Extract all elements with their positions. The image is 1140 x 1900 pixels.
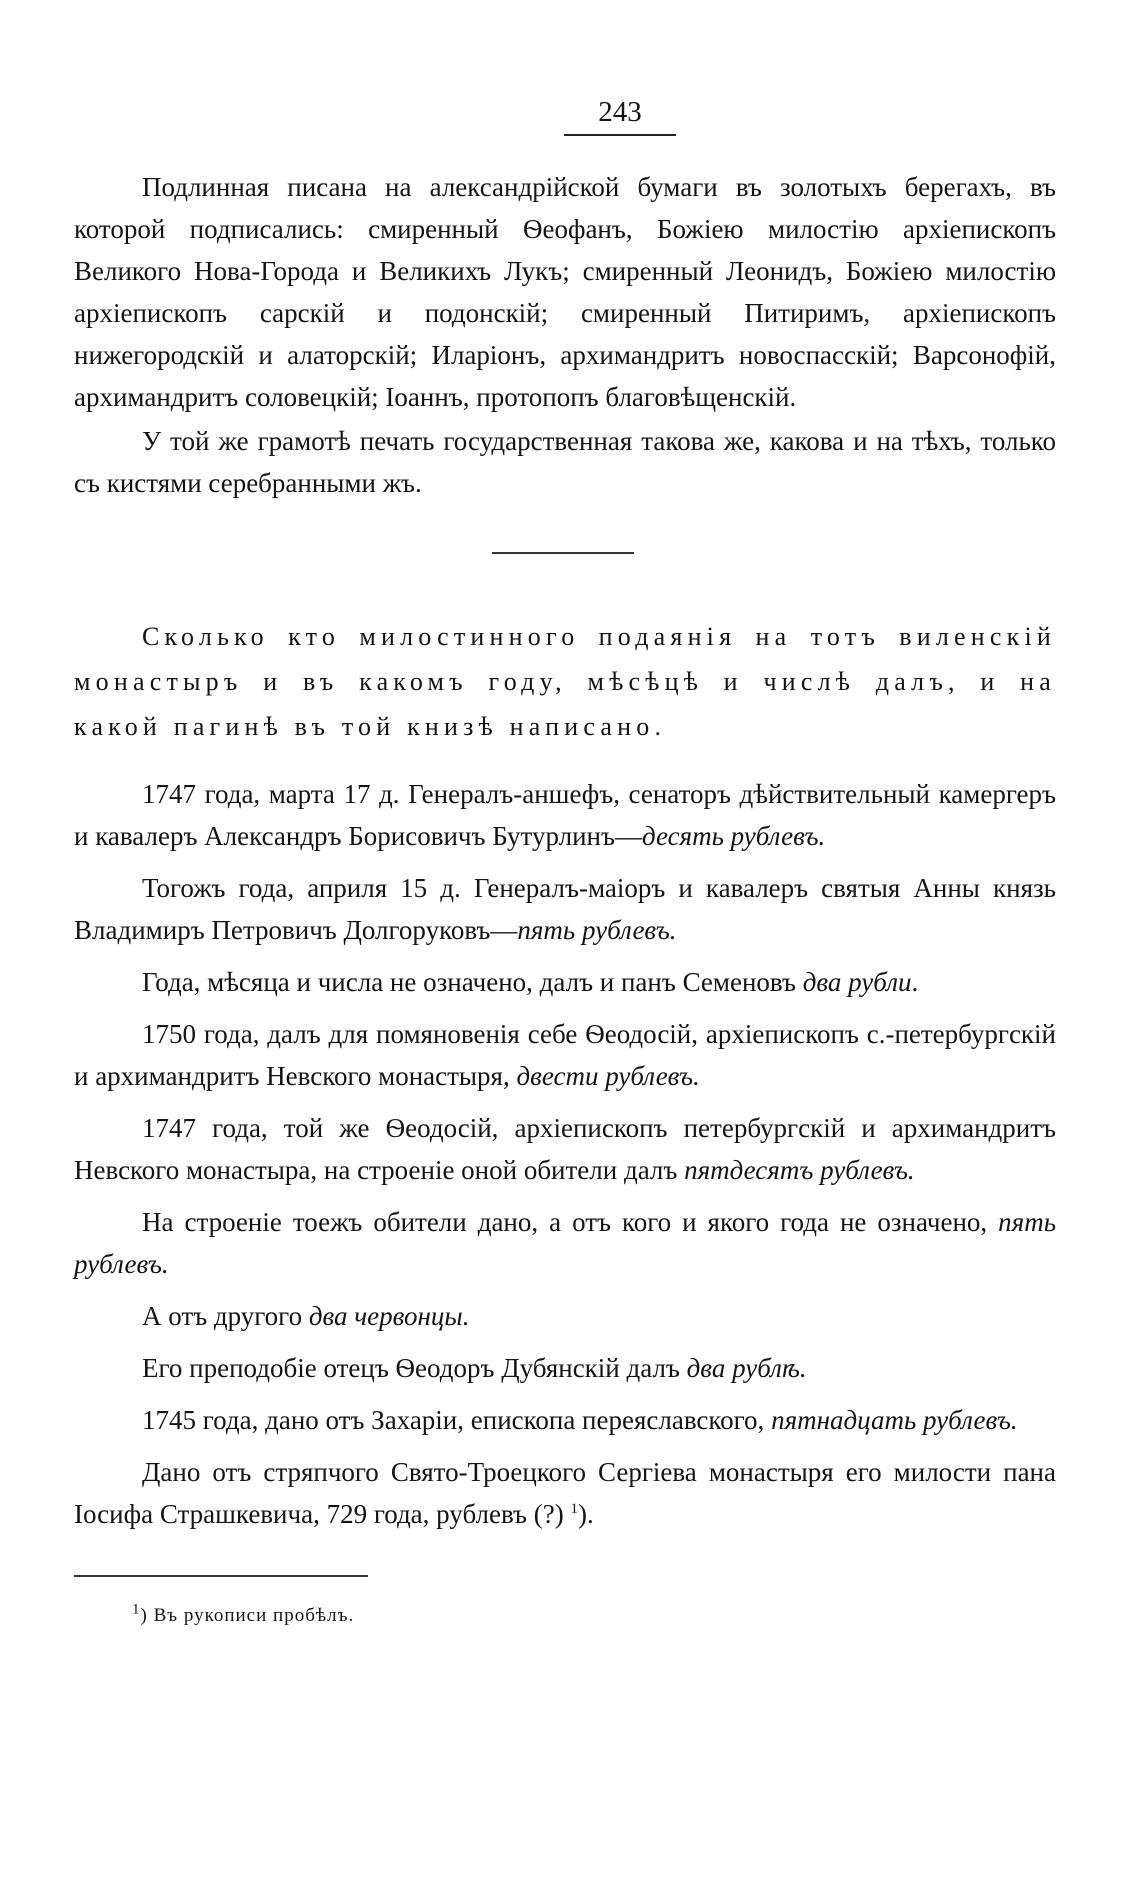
donation-entry [74,1201,1056,1285]
footnote [132,1601,1056,1631]
section-heading: Сколько кто милостинного подаянія на тотъ виленскій монастыръ и въ какомъ году, мѣсѣцѣ и числѣ далъ, и на какой пагинѣ въ той книзѣ написано. [74,622,1056,741]
paragraph-signatories: Подлинная писана на александрійской бумаги въ золотыхъ берегахъ, въ которой подписались: смиренный Ѳеофанъ, Божіею милостію архіепископъ Великого Нова-Города и Великихъ Лукъ; смиренный Леонидъ, Божіею милостію архіепископъ сарскій и подонскій; смиренный Питиримъ, архіепископъ нижегородскій и алаторскій; Иларіонъ, архимандритъ новоспасскій; Варсонофій, архимандритъ соловецкій; Іоаннъ, протопопъ благовѣщенскій. [74,172,1056,412]
entry-text: 1747 года, марта 17 д. Генералъ-аншефъ, сенаторъ дѣйствительный камергеръ и кавалеръ Александръ Борисовичъ Бутурлинъ— [74,779,1056,851]
entry-tail: . [911,967,919,997]
donation-entry [74,961,1056,1003]
entry-text: А отъ другого [142,1301,309,1331]
entry-text: Его преподобіе отецъ Ѳеодоръ Дубянскій далъ [142,1353,687,1383]
donation-entry [74,867,1056,951]
donation-entry [74,1295,1056,1337]
footnote-mark: 1 [132,1601,141,1618]
entry-amount: двести рублевъ. [516,1061,700,1091]
entry-amount: пятнадцать рублевъ. [771,1405,1018,1435]
donation-entry-last [74,1451,1056,1535]
entry-text: Дано отъ стряпчого Свято-Троецкого Сергіева монастыря его милости пана Іосифа Страшкевича, 729 года, рублевъ (?) [74,1457,1056,1529]
entry-amount: пять рублевъ. [517,915,677,945]
donation-entries [74,773,1056,1535]
entry-amount: два рублѣ. [686,1353,807,1383]
page-number: 243 [598,96,642,128]
entry-amount: два рубли [802,967,912,997]
donation-entry [74,1013,1056,1097]
entry-text: На строеніе тоежъ обители дано, а отъ кого и якого года не означено, [142,1207,999,1237]
entry-amount: пятдесятъ рублевъ. [684,1155,915,1185]
donation-entry [74,1347,1056,1389]
section-divider [492,552,634,554]
footnote-reference: 1 [570,1501,578,1517]
donation-entry [74,1399,1056,1441]
signatures-section [74,166,1056,504]
entry-text: Тогожъ года, априля 15 д. Генералъ-маіоръ и кавалеръ святыя Анны князь Владимиръ Петровичъ Долгоруковъ— [74,873,1056,945]
entry-text: 1750 года, далъ для помяновенія себе Ѳеодосій, архіепископъ с.-петербургскій и архимандритъ Невского монастыря, [74,1019,1056,1091]
donation-entry [74,773,1056,857]
footnote-rule [74,1575,368,1577]
entry-amount: пять рублевъ. [74,1207,1056,1279]
entry-amount: два червонцы. [308,1301,470,1331]
footnote-text: ) Въ рукописи пробѣлъ. [140,1605,355,1626]
entry-amount: десять рублевъ. [641,821,826,851]
donation-entry [74,1107,1056,1191]
entry-text: 1745 года, дано отъ Захаріи, епископа переяславского, [142,1405,772,1435]
page-number-underline [564,134,676,136]
paragraph-seal: У той же грамотѣ печать государственная такова же, какова и на тѣхъ, только съ кистями серебранными жъ. [74,426,1056,498]
entry-text: Года, мѣсяца и числа не означено, далъ и панъ Семеновъ [142,967,803,997]
entry-tail: ). [577,1499,594,1529]
entry-text: 1747 года, той же Ѳеодосій, архіепископъ петербургскій и архимандритъ Невского монастыра, на строеніе оной обители далъ [74,1113,1056,1185]
